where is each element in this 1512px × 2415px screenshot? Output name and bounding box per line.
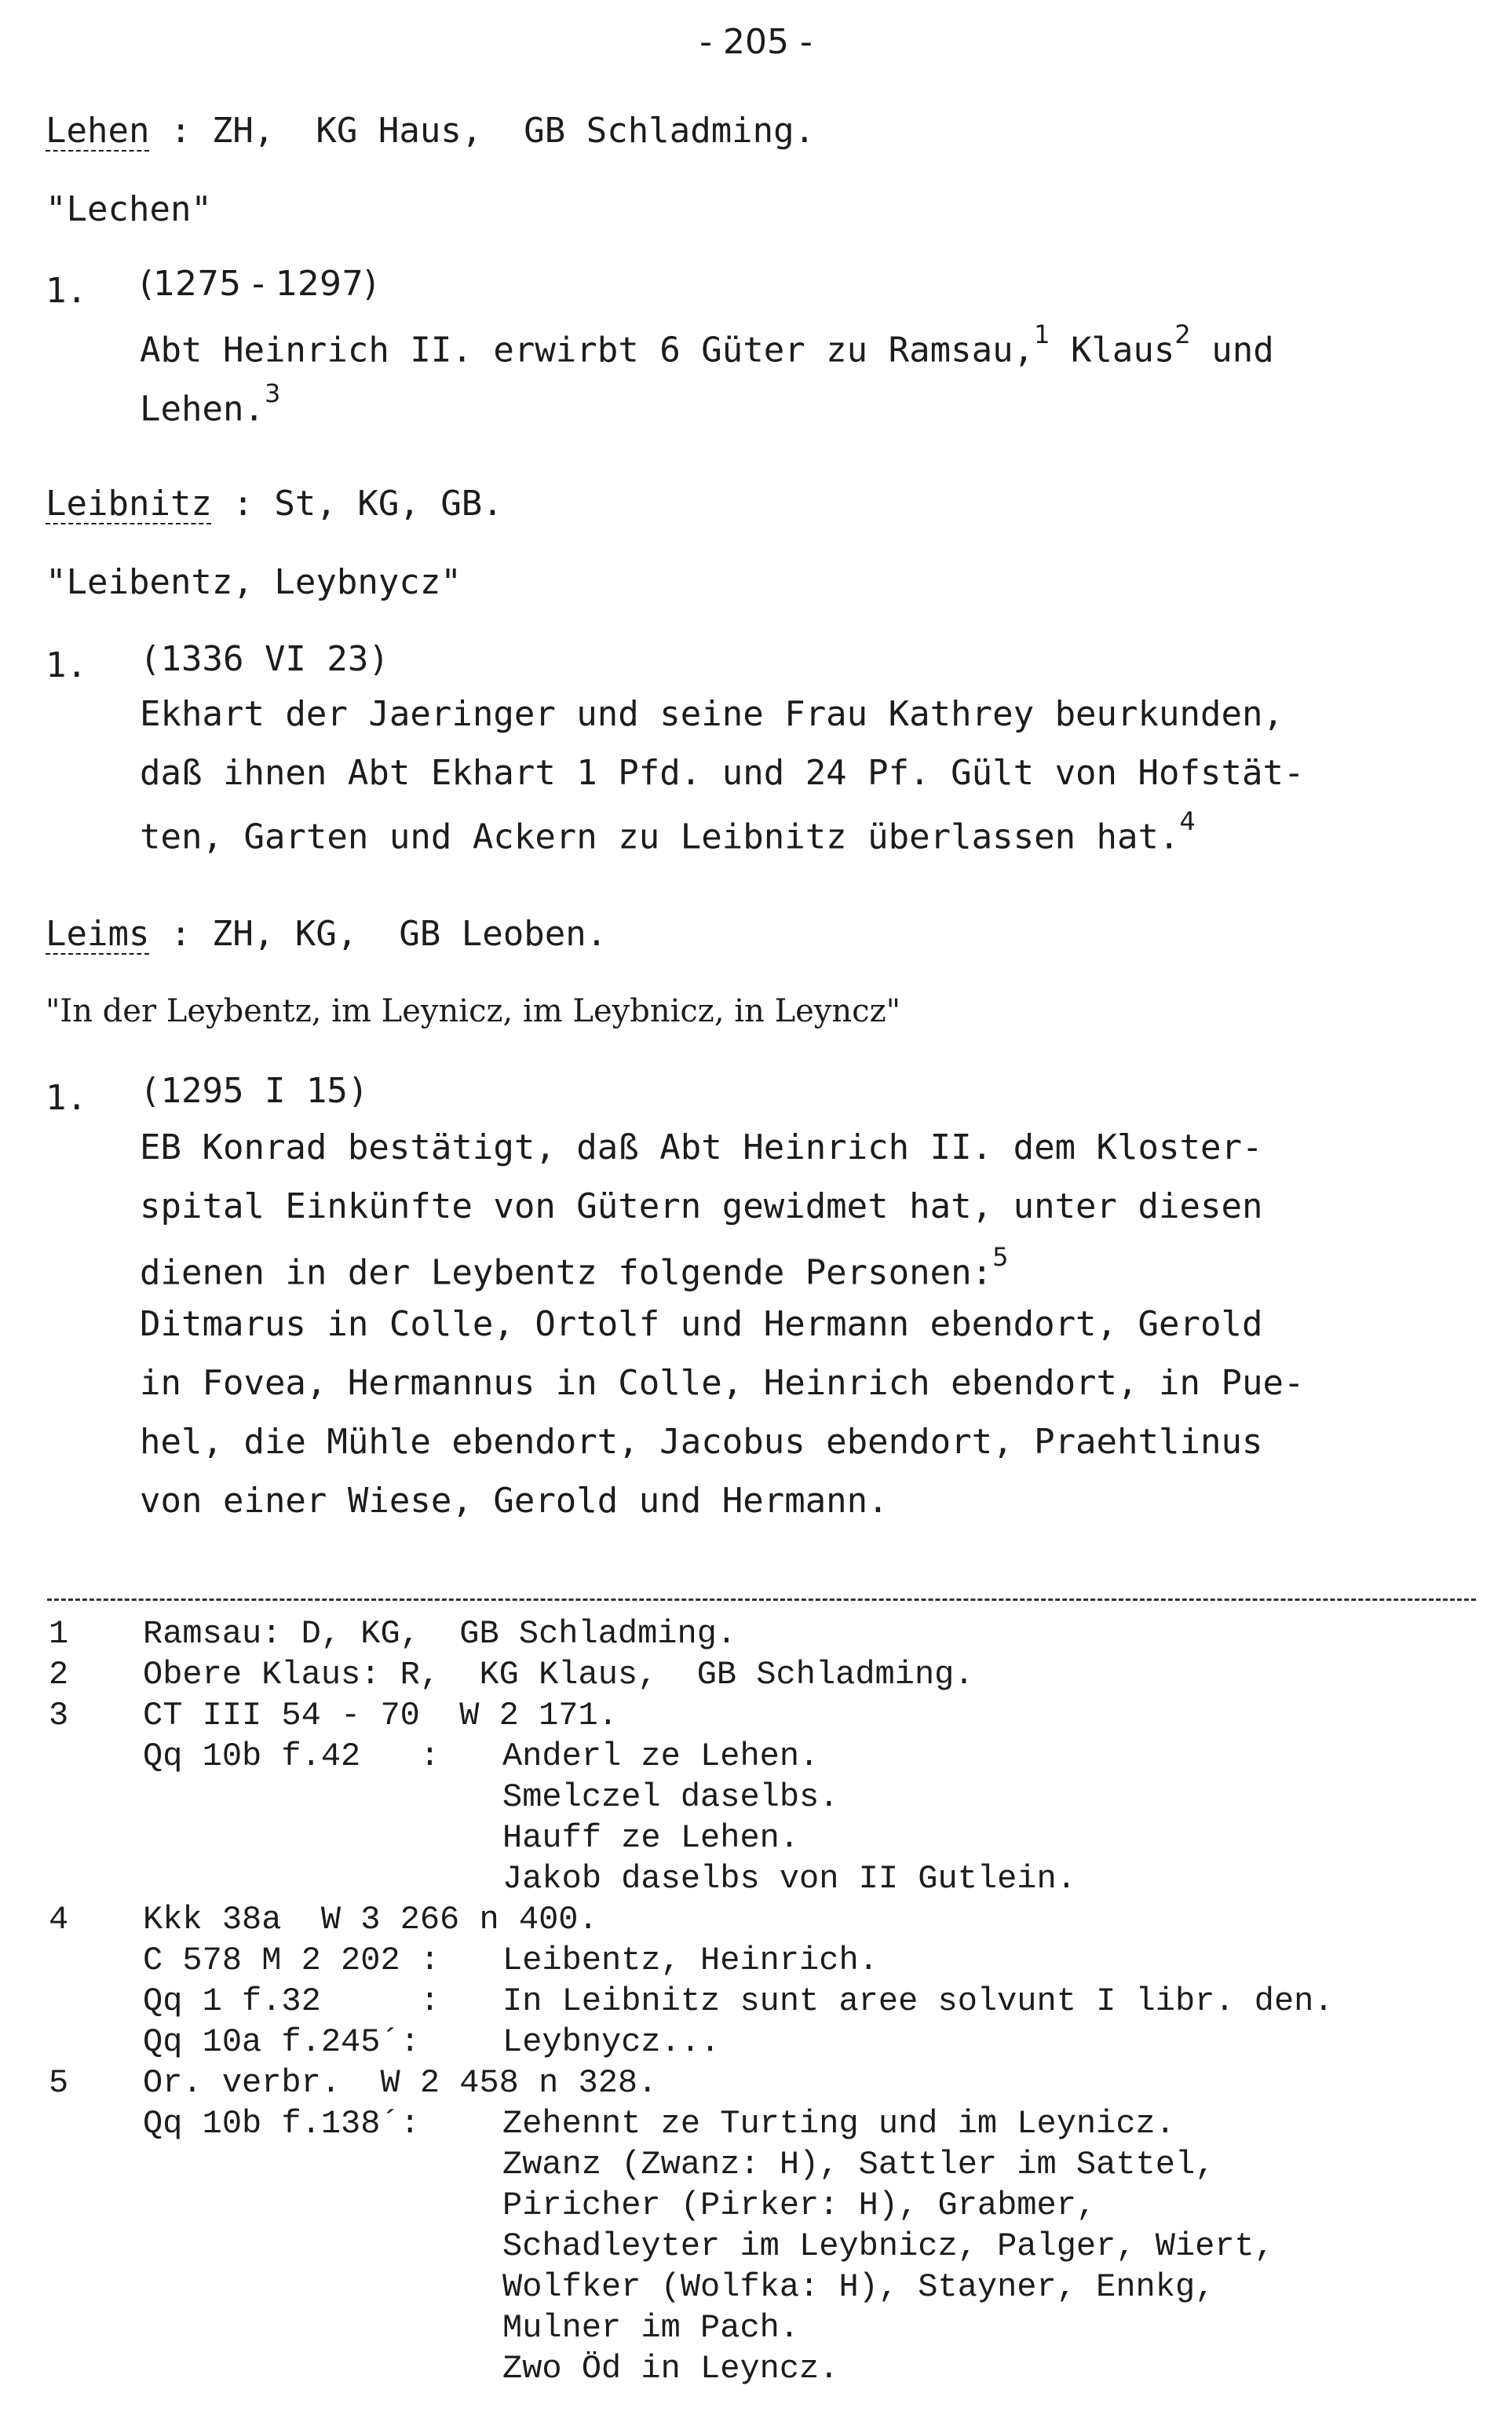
footnote-source: Or. verbr. W 2 458 n 328. — [143, 2064, 658, 2102]
entry-meta: : St, KG, GB. — [211, 484, 503, 524]
entry-heading — [46, 484, 503, 524]
item-text-line: Abt Heinrich II. erwirbt 6 Güter zu Ramsau,$^1$ Klaus$^2$ und — [140, 320, 1274, 371]
footnote-number: 4 — [49, 1901, 69, 1938]
footnote-text: Smelczel daselbs. — [502, 1778, 839, 1816]
footnote-text: Zwanz (Zwanz: H), Sattler im Sattel, — [502, 2146, 1215, 2183]
item-date: (1336 VI 23) — [140, 639, 389, 679]
footnote-source: Qq 10a f.245´: — [143, 2023, 420, 2061]
item-text-line: von einer Wiese, Gerold und Hermann. — [140, 1481, 889, 1521]
entry-variant: "Lechen" — [46, 189, 212, 229]
footnote-number: 2 — [49, 1656, 69, 1693]
footnote-text: Piricher (Pirker: H), Grabmer, — [502, 2187, 1097, 2224]
footnote-text: Mulner im Pach. — [502, 2309, 800, 2347]
item-text-line: hel, die Mühle ebendort, Jacobus ebendort, Praehtlinus — [140, 1422, 1263, 1462]
footnote-text: Anderl ze Lehen. — [502, 1737, 820, 1775]
item-number: 1. — [46, 645, 87, 685]
footnote-text: Hauff ze Lehen. — [502, 1819, 800, 1857]
footnote-text: Leybnycz... — [502, 2023, 721, 2061]
footnote-text: Schadleyter im Leybnicz, Palger, Wiert, — [502, 2227, 1274, 2265]
item-text-line: dienen in der Leybentz folgende Personen:$^5$ — [140, 1242, 1009, 1293]
item-date: (1295 I 15) — [140, 1071, 369, 1111]
item-text-line: ten, Garten und Ackern zu Leibnitz überlassen hat.$^4$ — [140, 806, 1196, 857]
footnote-number: 1 — [49, 1615, 69, 1653]
footnote-text: Wolfker (Wolfka: H), Stayner, Ennkg, — [502, 2268, 1215, 2306]
entry-variant: "Leibentz, Leybnycz" — [46, 562, 462, 602]
item-text-line: Ditmarus in Colle, Ortolf und Hermann ebendort, Gerold — [140, 1304, 1263, 1344]
footnote-number: 3 — [49, 1697, 69, 1734]
footnote-source: Qq 1 f.32 : — [143, 1982, 440, 2020]
item-number: 1. — [46, 271, 87, 311]
entry-name: Leibnitz — [46, 484, 212, 524]
item-text-line: Ekhart der Jaeringer und seine Frau Kathrey beurkunden, — [140, 694, 1284, 734]
entry-name: Lehen — [46, 111, 150, 151]
item-text-line: daß ihnen Abt Ekhart 1 Pfd. und 24 Pf. Gült von Hofstät- — [140, 753, 1305, 793]
page-number: - 205 - — [699, 22, 813, 62]
item-number: 1. — [46, 1078, 87, 1118]
footnote-text: Zwo Öd in Leyncz. — [502, 2350, 839, 2388]
item-text-line: spital Einkünfte von Gütern gewidmet hat, unter diesen — [140, 1186, 1263, 1226]
footnote-text: Leibentz, Heinrich. — [502, 1942, 878, 1979]
entry-variant: "In der Leybentz, im Leynicz, im Leybnicz, in Leyncz" — [46, 993, 901, 1029]
item-date: (1275 - 1297) — [140, 264, 378, 304]
footnote-source: CT III 54 - 70 W 2 171. — [143, 1697, 618, 1734]
entry-meta: : ZH, KG, GB Leoben. — [149, 914, 608, 954]
footnote-divider — [47, 1598, 1476, 1601]
footnote-source: Qq 10b f.138´: — [143, 2105, 420, 2143]
item-text-line: Lehen.$^3$ — [140, 378, 281, 429]
footnote-text: Jakob daselbs von II Gutlein. — [502, 1860, 1076, 1898]
entry-heading — [46, 111, 816, 151]
footnote-source: C 578 M 2 202 : — [143, 1942, 440, 1979]
footnote-source: Qq 10b f.42 : — [143, 1737, 440, 1775]
footnote-text: In Leibnitz sunt aree solvunt I libr. den. — [502, 1982, 1334, 2020]
entry-meta: : ZH, KG Haus, GB Schladming. — [149, 111, 816, 151]
footnote-source: Ramsau: D, KG, GB Schladming. — [143, 1615, 737, 1653]
footnote-source: Obere Klaus: R, KG Klaus, GB Schladming. — [143, 1656, 974, 1693]
entry-heading — [46, 914, 608, 954]
entry-name: Leims — [46, 914, 150, 954]
item-text-line: in Fovea, Hermannus in Colle, Heinrich ebendort, in Pue- — [140, 1363, 1305, 1403]
footnote-text: Zehennt ze Turting und im Leynicz. — [502, 2105, 1175, 2143]
footnote-source: Kkk 38a W 3 266 n 400. — [143, 1901, 598, 1938]
item-text-line: EB Konrad bestätigt, daß Abt Heinrich II. dem Kloster- — [140, 1127, 1263, 1167]
footnote-number: 5 — [49, 2064, 69, 2102]
